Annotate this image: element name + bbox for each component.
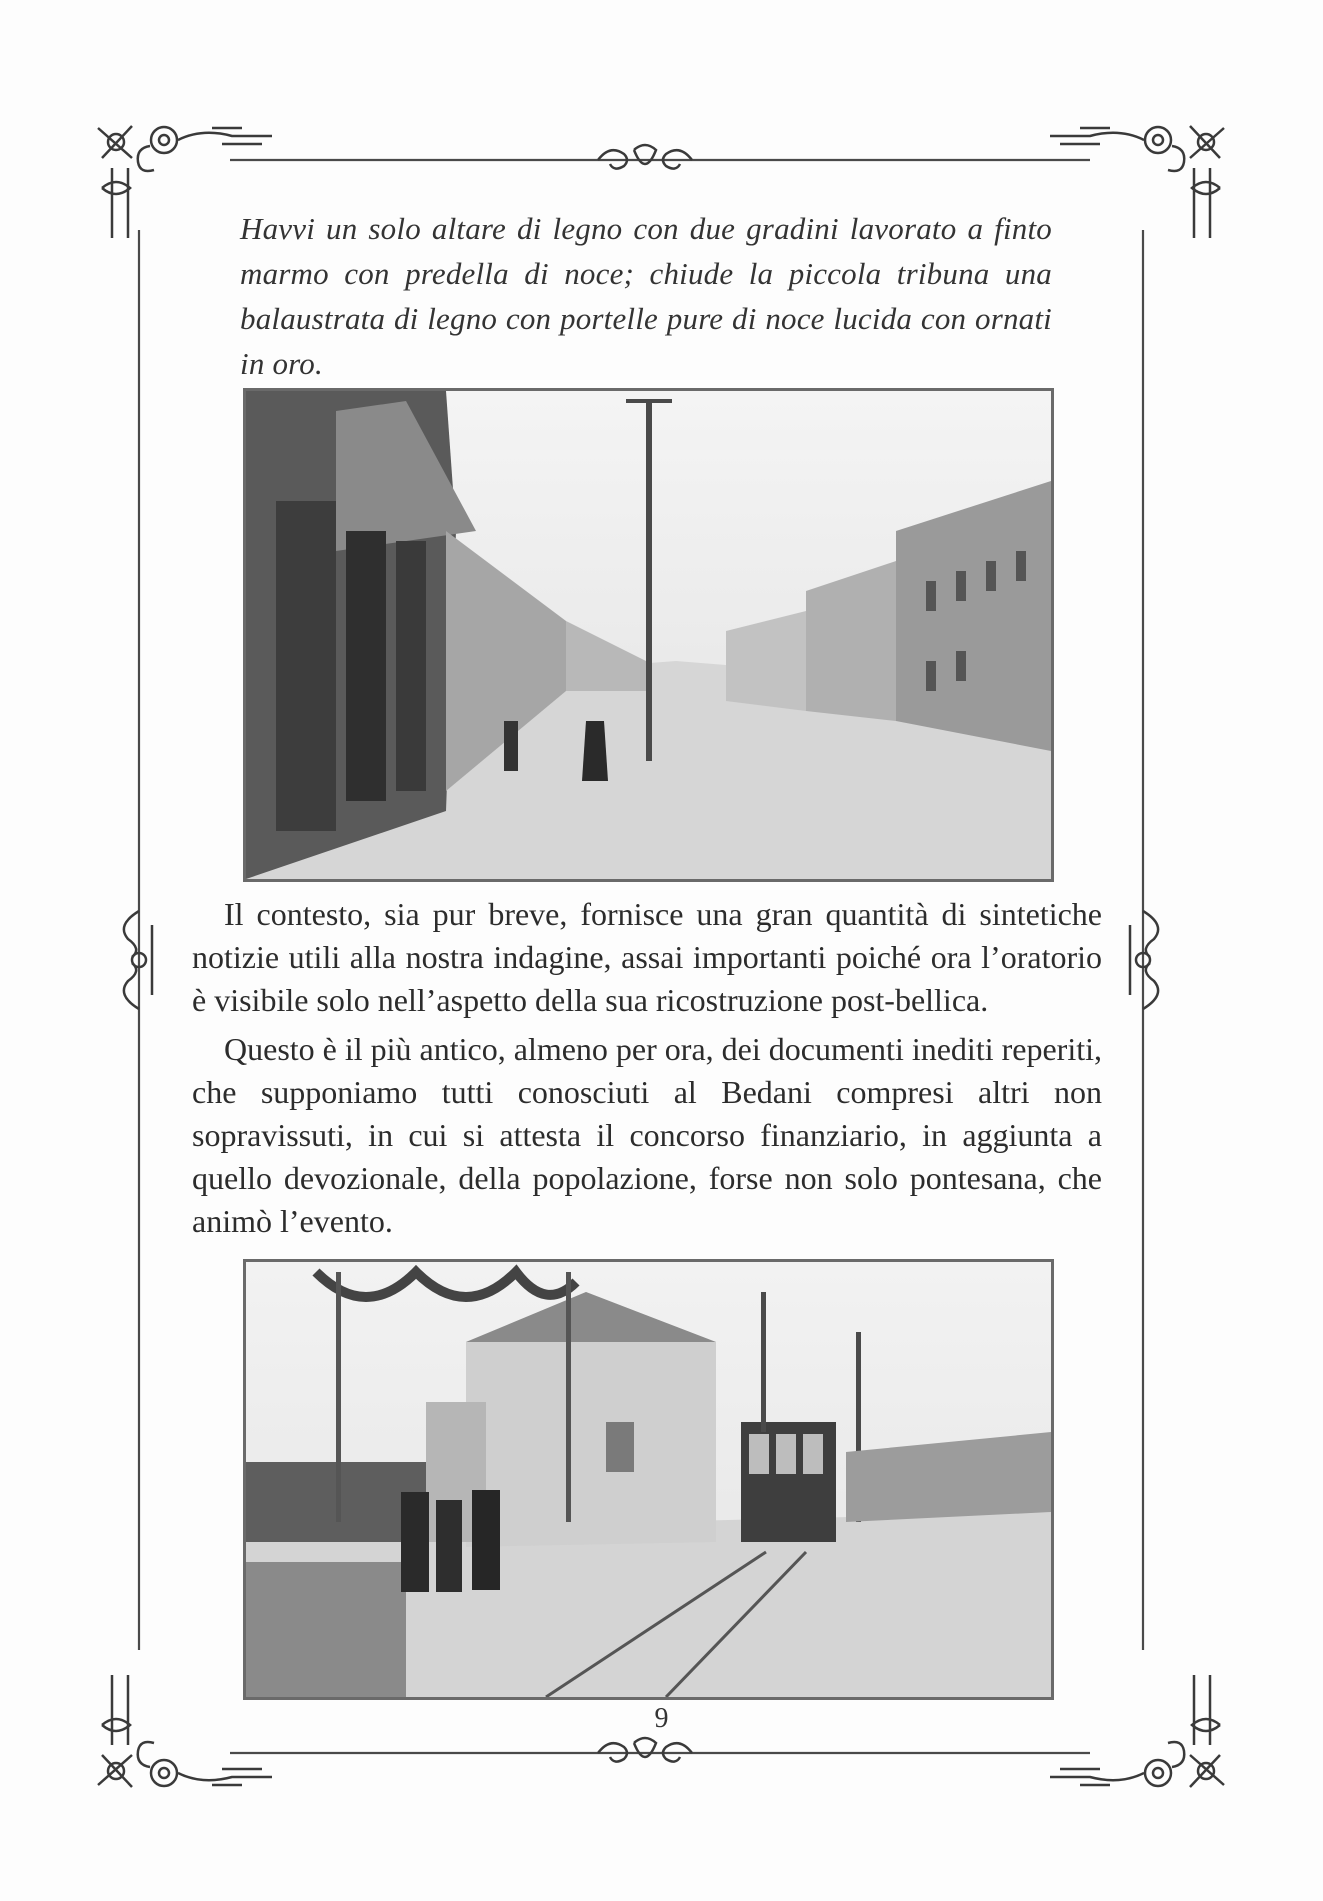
scroll-side-ornament-icon xyxy=(108,905,170,1015)
scroll-side-ornament-icon xyxy=(1112,905,1174,1015)
scroll-center-ornament-icon xyxy=(590,1731,700,1775)
scroll-ornament-icon xyxy=(1030,118,1230,238)
body-paragraph: Il contesto, sia pur breve, fornisce una gran quantità di sintetiche notizie utili alla nostra indagine, assai importanti poiché ora l’oratorio è visibile solo nell’aspetto della sua ricostruzione post-bellica. xyxy=(192,896,1102,1018)
scroll-center-ornament-icon xyxy=(590,138,700,182)
scroll-ornament-icon xyxy=(1030,1675,1230,1795)
body-paragraph: Questo è il più antico, almeno per ora, dei documenti inediti reperiti, che supponiamo tutti conosciuti al Bedani compresi altri non sopravissuti, in cui si attesta il concorso finanziario, in aggiunta a quello devozionale, della popolazione, forse non solo pontesana, che animò l’evento. xyxy=(192,1031,1102,1239)
quoted-caption-text: Havvi un solo altare di legno con due gradini lavorato a finto marmo con predella di noce; chiude la piccola tribuna una balaustrata di legno con portelle pure di noce lucida con ornati in oro. xyxy=(240,211,1052,381)
street-photo xyxy=(243,388,1054,882)
page-number: 9 xyxy=(654,1703,669,1734)
tram-photo xyxy=(243,1259,1054,1700)
